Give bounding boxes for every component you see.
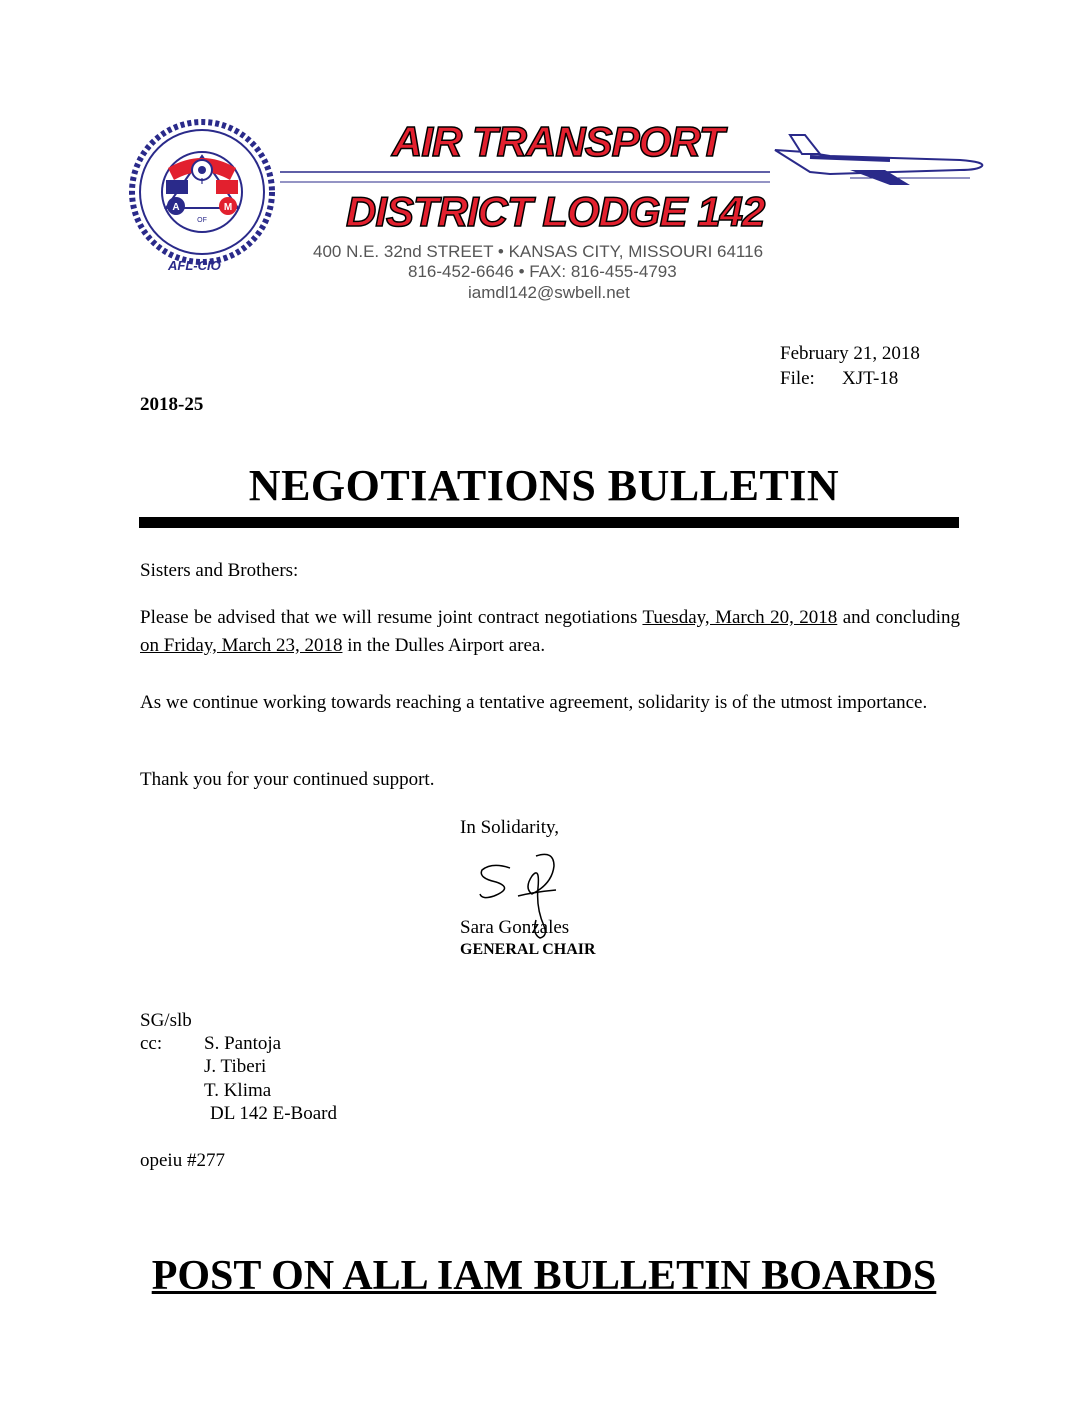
letterhead-email: iamdl142@swbell.net xyxy=(468,283,630,302)
file-value: XJT-18 xyxy=(842,368,899,389)
paragraph-dates xyxy=(140,604,960,660)
closing: In Solidarity, xyxy=(460,817,560,838)
para1-text-c: in the Dulles Airport area. xyxy=(342,635,546,656)
salutation: Sisters and Brothers: xyxy=(140,560,299,581)
svg-text:M: M xyxy=(223,202,233,213)
letterhead-title-line1: AIR TRANSPORT xyxy=(392,118,724,165)
letterhead-address: 400 N.E. 32nd STREET • KANSAS CITY, MISSOURI 64116 xyxy=(313,242,764,261)
svg-text:I: I xyxy=(200,177,204,186)
signer-title: GENERAL CHAIR xyxy=(460,941,596,958)
union-tag: opeiu #277 xyxy=(140,1150,225,1171)
cc-label: cc: xyxy=(140,1033,163,1054)
cc-recipient: S. Pantoja xyxy=(204,1033,282,1054)
svg-text:OF: OF xyxy=(197,217,207,224)
cc-recipient: DL 142 E-Board xyxy=(210,1103,337,1124)
letterhead-phone-fax: 816-452-6646 • FAX: 816-455-4793 xyxy=(408,262,677,281)
para1-text-b: and concluding xyxy=(837,607,960,628)
page-title: NEGOTIATIONS BULLETIN xyxy=(248,461,840,510)
para1-text-a: Please be advised that we will resume joint contract negotiations xyxy=(140,607,643,628)
signer-name: Sara Gonzales xyxy=(460,917,570,938)
paragraph-thanks: Thank you for your continued support. xyxy=(140,769,435,790)
cc-recipient: T. Klima xyxy=(204,1080,272,1101)
letter-date: February 21, 2018 xyxy=(780,343,920,364)
post-notice: POST ON ALL IAM BULLETIN BOARDS xyxy=(151,1253,937,1299)
bulletin-number: 2018-25 xyxy=(140,394,204,415)
letterhead-title-line2: DISTRICT LODGE 142 xyxy=(346,188,765,235)
heading-divider xyxy=(139,517,959,528)
typist-initials: SG/slb xyxy=(140,1010,192,1031)
afl-cio-label: AFL-CIO xyxy=(168,258,221,273)
paragraph-solidarity: As we continue working towards reaching a tentative agreement, solidarity is of the utmost importance. xyxy=(140,692,928,713)
end-date: on Friday, March 23, 2018 xyxy=(140,635,343,656)
cc-recipient: J. Tiberi xyxy=(204,1056,267,1077)
file-label: File: xyxy=(780,368,815,389)
svg-text:A: A xyxy=(172,202,180,213)
iam-seal-logo xyxy=(128,118,276,276)
start-date: Tuesday, March 20, 2018 xyxy=(642,607,838,628)
